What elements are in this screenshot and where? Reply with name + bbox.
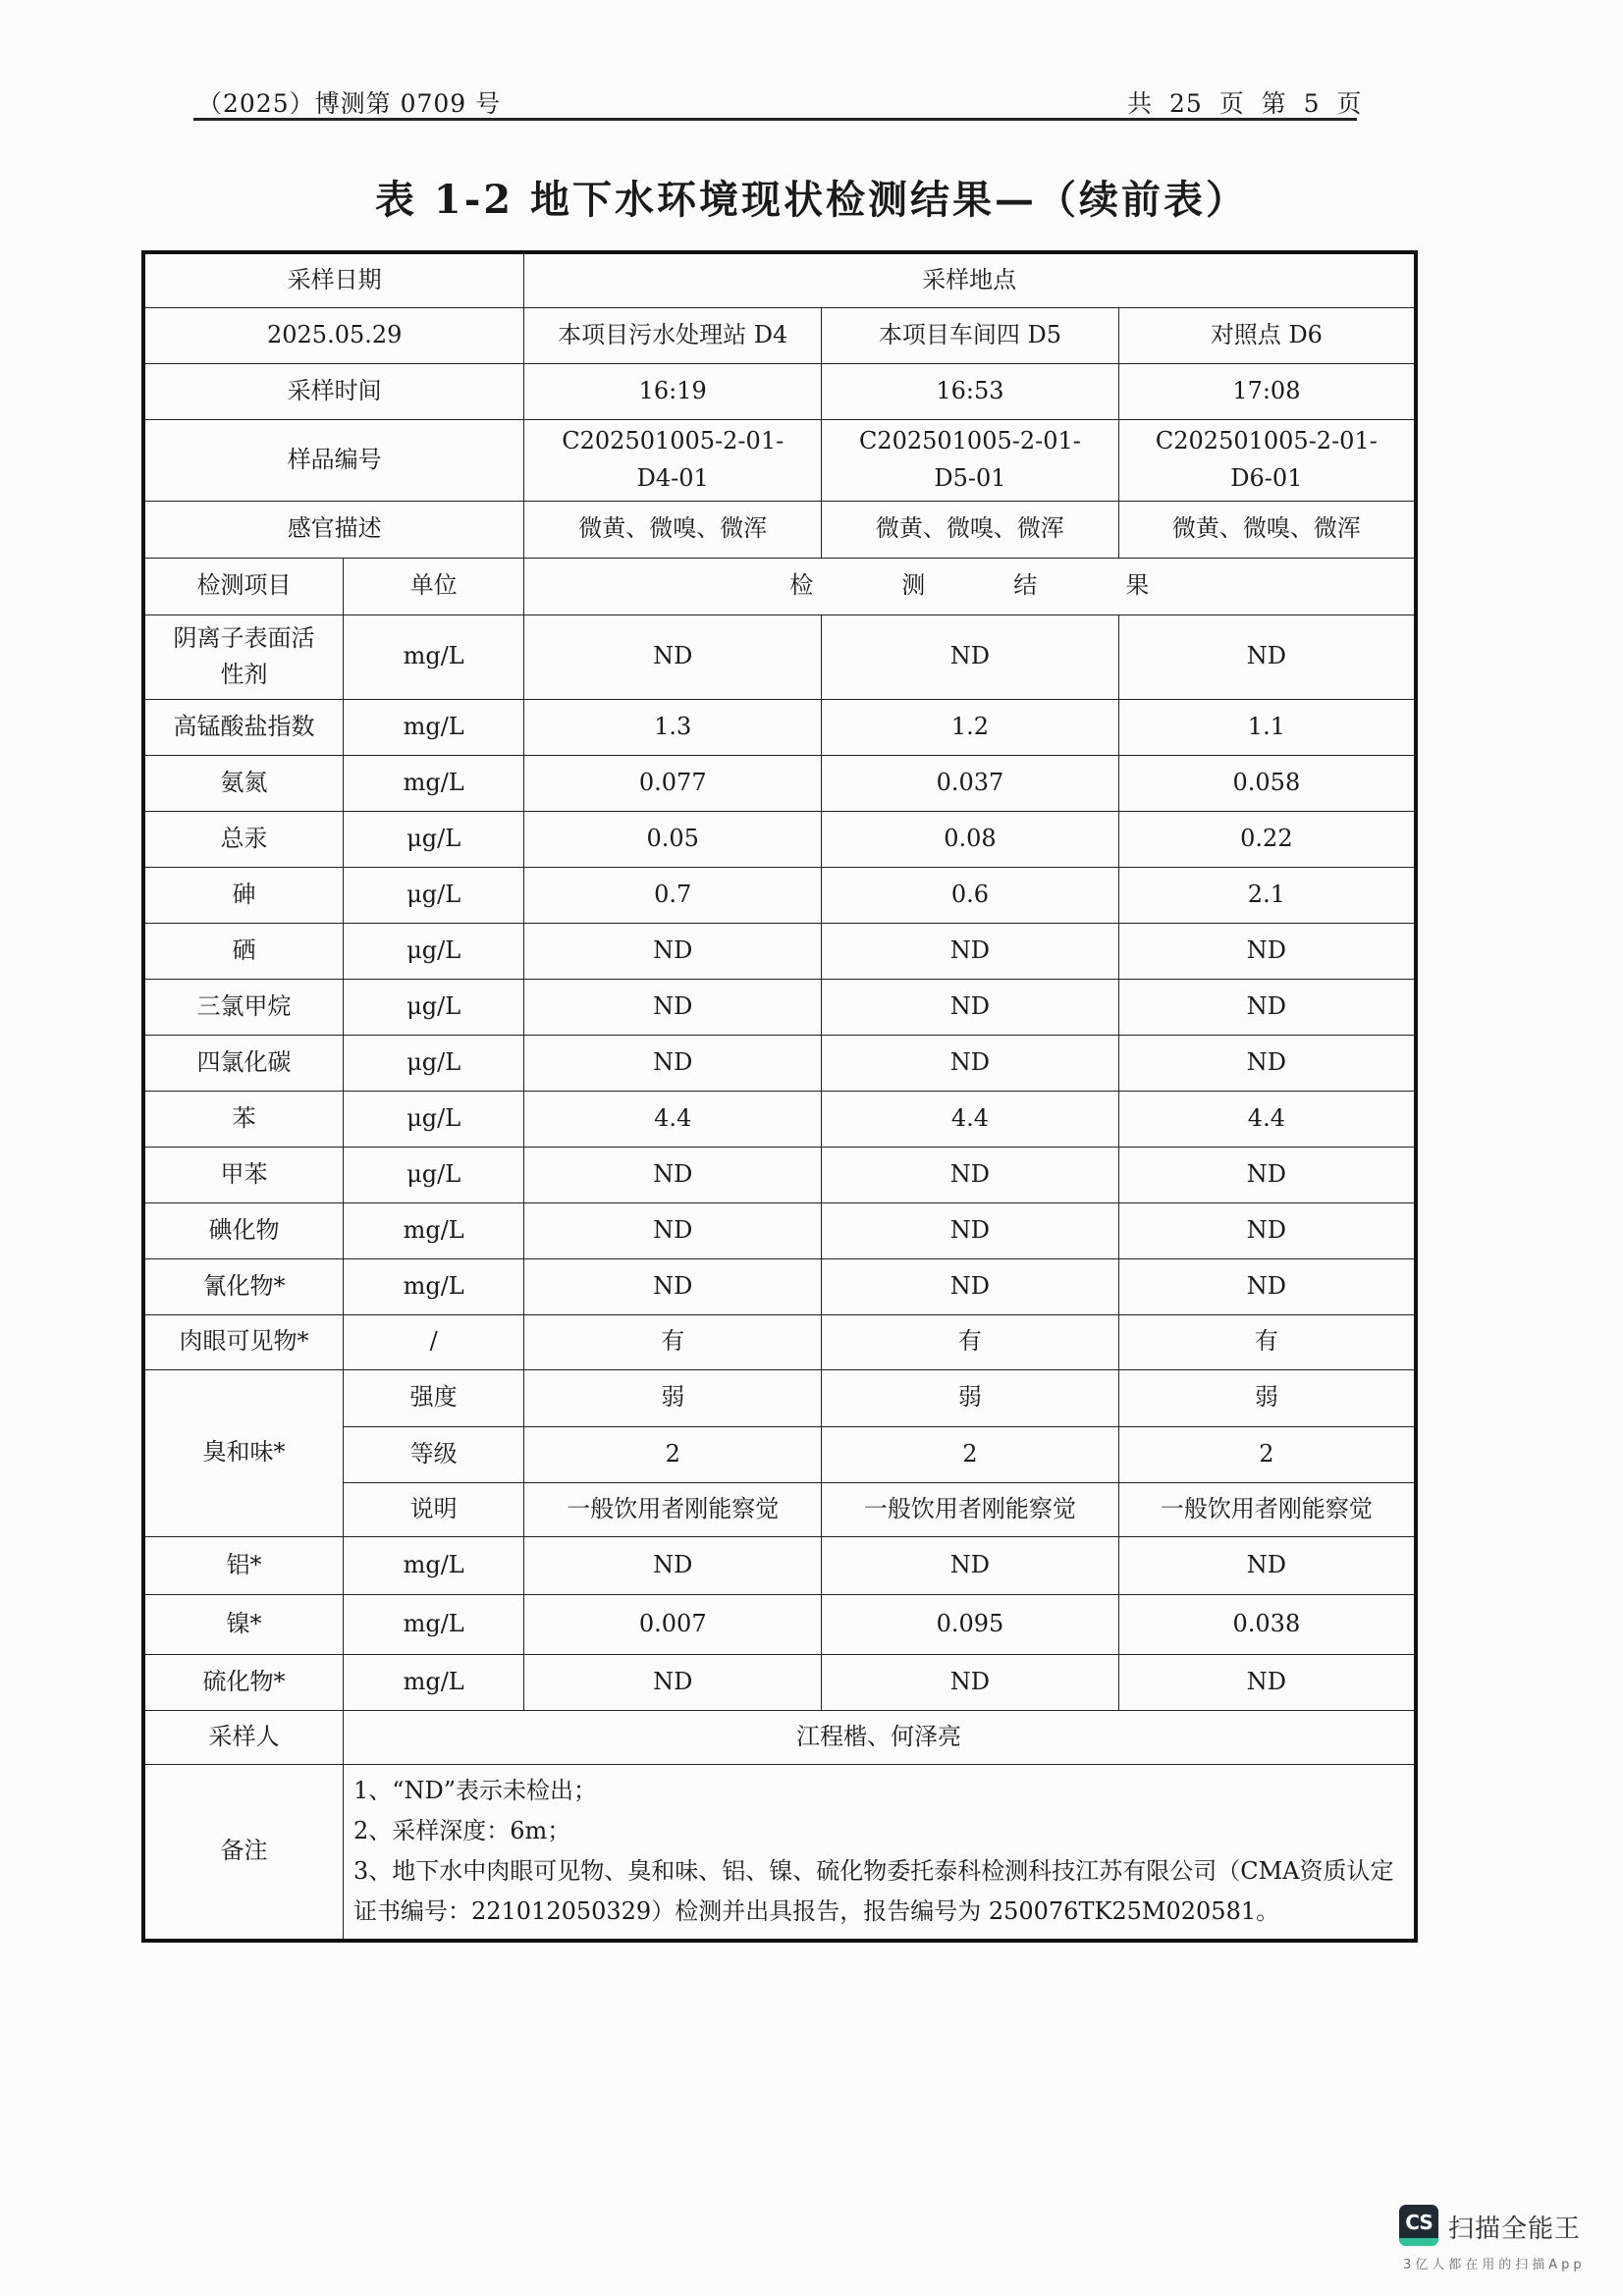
item-name: 氰化物*: [143, 1258, 343, 1314]
sensory-row: [143, 501, 1416, 558]
table-row: [143, 755, 1416, 811]
table-row: [143, 1202, 1416, 1258]
value-d4: 有: [524, 1314, 822, 1369]
value-d6: 弱: [1118, 1369, 1416, 1426]
value-d6: 一般饮用者刚能察觉: [1118, 1482, 1416, 1536]
value-d5: 弱: [822, 1369, 1119, 1426]
sensory-d6: 微黄、微嗅、微浑: [1118, 501, 1416, 558]
value-d5: ND: [822, 979, 1119, 1035]
value-d4: 0.007: [524, 1594, 822, 1654]
value-d6: ND: [1118, 1654, 1416, 1710]
value-d4: 一般饮用者刚能察觉: [524, 1482, 822, 1536]
sampling-date: 2025.05.29: [143, 307, 524, 363]
value-d5: ND: [822, 1202, 1119, 1258]
sample-id-label: 样品编号: [143, 419, 524, 501]
app-tagline: 3亿人都在用的扫描App: [1403, 2258, 1586, 2272]
value-d6: ND: [1118, 1147, 1416, 1202]
value-d6: ND: [1118, 1536, 1416, 1594]
item-name: 阴离子表面活 性剂: [143, 614, 343, 699]
sensory-label: 感官描述: [143, 501, 524, 558]
value-d6: 2.1: [1118, 867, 1416, 923]
remark-item: 3、地下水中肉眼可见物、臭和味、铝、镍、硫化物委托泰科检测科技江苏有限公司（CMA资质认定证书编号：221012050329）检测并出具报告，报告编号为 250076TK25M020581。: [352, 1857, 1394, 1926]
item-name: 砷: [143, 867, 343, 923]
value-d5: ND: [822, 1654, 1119, 1710]
value-d5: 有: [822, 1314, 1119, 1369]
item-unit: mg/L: [343, 1536, 523, 1594]
sampling-date-header-row: [143, 252, 1416, 307]
site-row: [143, 307, 1416, 363]
value-d4: ND: [524, 1202, 822, 1258]
value-d6: ND: [1118, 1258, 1416, 1314]
item-name: 高锰酸盐指数: [143, 699, 343, 755]
item-name: 总汞: [143, 811, 343, 867]
item-unit: mg/L: [343, 1202, 523, 1258]
value-d4: ND: [524, 1035, 822, 1091]
value-d4: 弱: [524, 1369, 822, 1426]
value-d5: ND: [822, 1536, 1119, 1594]
value-d6: 有: [1118, 1314, 1416, 1369]
page-info: 共 25 页 第 5 页: [1127, 89, 1363, 118]
value-d5: ND: [822, 1258, 1119, 1314]
item-name: 硒: [143, 923, 343, 979]
sampling-time-row: [143, 363, 1416, 419]
item-name: 镍*: [143, 1594, 343, 1654]
table-row: [143, 811, 1416, 867]
sample-id-row: [143, 419, 1416, 501]
value-d5: 1.2: [822, 699, 1119, 755]
value-d5: 0.037: [822, 755, 1119, 811]
sensory-d4: 微黄、微嗅、微浑: [524, 501, 822, 558]
item-unit: /: [343, 1314, 523, 1369]
column-header-row: [143, 558, 1416, 614]
table-row: [143, 614, 1416, 699]
sampling-site-label: 采样地点: [524, 252, 1416, 307]
item-unit: μg/L: [343, 1147, 523, 1202]
value-d4: 0.077: [524, 755, 822, 811]
sample-id-d6: C202501005-2-01- D6-01: [1118, 419, 1416, 501]
item-unit: mg/L: [343, 614, 523, 699]
value-d4: ND: [524, 923, 822, 979]
item-unit: μg/L: [343, 1035, 523, 1091]
sampling-time-d4: 16:19: [524, 363, 822, 419]
value-d6: ND: [1118, 1202, 1416, 1258]
value-d4: 2: [524, 1426, 822, 1482]
value-d6: ND: [1118, 979, 1416, 1035]
item-name: 苯: [143, 1091, 343, 1147]
item-name: 三氯甲烷: [143, 979, 343, 1035]
value-d4: 0.7: [524, 867, 822, 923]
value-d5: 一般饮用者刚能察觉: [822, 1482, 1119, 1536]
value-d5: 0.6: [822, 867, 1119, 923]
value-d4: 0.05: [524, 811, 822, 867]
report-number: （2025）博测第 0709 号: [197, 89, 502, 118]
item-name: 肉眼可见物*: [143, 1314, 343, 1369]
value-d4: ND: [524, 1536, 822, 1594]
odor-sub-label: 等级: [343, 1426, 523, 1482]
table-row: [143, 1594, 1416, 1654]
table-row: [143, 923, 1416, 979]
value-d5: 2: [822, 1426, 1119, 1482]
sample-id-d5: C202501005-2-01- D5-01: [822, 419, 1119, 501]
value-d4: ND: [524, 979, 822, 1035]
table-row: [143, 979, 1416, 1035]
site-d6: 对照点 D6: [1118, 307, 1416, 363]
remarks-row: [143, 1764, 1416, 1941]
site-d5: 本项目车间四 D5: [822, 307, 1119, 363]
odor-row-intensity: [143, 1369, 1416, 1426]
value-d6: ND: [1118, 614, 1416, 699]
table-row: [143, 699, 1416, 755]
header-rule: [193, 118, 1357, 121]
value-d6: 2: [1118, 1426, 1416, 1482]
sampling-time-label: 采样时间: [143, 363, 524, 419]
value-d5: ND: [822, 614, 1119, 699]
value-d5: ND: [822, 1035, 1119, 1091]
table-row: [143, 1258, 1416, 1314]
item-unit: mg/L: [343, 1594, 523, 1654]
value-d5: ND: [822, 923, 1119, 979]
sampling-date-label: 采样日期: [143, 252, 524, 307]
value-d4: 4.4: [524, 1091, 822, 1147]
value-d5: 0.08: [822, 811, 1119, 867]
odor-sub-label: 说明: [343, 1482, 523, 1536]
sampling-time-d6: 17:08: [1118, 363, 1416, 419]
item-unit: mg/L: [343, 1258, 523, 1314]
site-d4: 本项目污水处理站 D4: [524, 307, 822, 363]
item-unit: mg/L: [343, 699, 523, 755]
sampler-row: [143, 1710, 1416, 1764]
item-unit: μg/L: [343, 979, 523, 1035]
remarks-text: [343, 1764, 1416, 1941]
item-name: 四氯化碳: [143, 1035, 343, 1091]
value-d5: 0.095: [822, 1594, 1119, 1654]
value-d6: 0.22: [1118, 811, 1416, 867]
item-name: 甲苯: [143, 1147, 343, 1202]
table-row: [143, 1091, 1416, 1147]
value-d4: ND: [524, 1147, 822, 1202]
value-d4: ND: [524, 614, 822, 699]
odor-sub-label: 强度: [343, 1369, 523, 1426]
camscanner-logo-icon: CS: [1399, 2205, 1438, 2246]
col-item-header: 检测项目: [143, 558, 343, 614]
table-title: 表 1-2 地下水环境现状检测结果—（续前表）: [374, 177, 1249, 223]
odor-item: 臭和味*: [143, 1369, 343, 1536]
value-d4: 1.3: [524, 699, 822, 755]
remark-item: 2、采样深度：6m；: [352, 1816, 571, 1844]
table-row: [143, 1147, 1416, 1202]
item-unit: μg/L: [343, 867, 523, 923]
item-unit: μg/L: [343, 923, 523, 979]
table-row: [143, 1654, 1416, 1710]
results-table: [141, 250, 1418, 1943]
item-name: 氨氮: [143, 755, 343, 811]
value-d4: ND: [524, 1654, 822, 1710]
sample-id-d4: C202501005-2-01- D4-01: [524, 419, 822, 501]
item-unit: mg/L: [343, 755, 523, 811]
item-name: 硫化物*: [143, 1654, 343, 1710]
sensory-d5: 微黄、微嗅、微浑: [822, 501, 1119, 558]
item-name: 碘化物: [143, 1202, 343, 1258]
sampling-time-d5: 16:53: [822, 363, 1119, 419]
item-unit: μg/L: [343, 1091, 523, 1147]
value-d6: 0.058: [1118, 755, 1416, 811]
item-unit: μg/L: [343, 811, 523, 867]
value-d6: 0.038: [1118, 1594, 1416, 1654]
table-row: [143, 1536, 1416, 1594]
value-d6: ND: [1118, 1035, 1416, 1091]
app-name: 扫描全能王: [1448, 2215, 1582, 2244]
sampler-names: 江程楷、何泽亮: [343, 1710, 1416, 1764]
remark-item: 1、“ND”表示未检出；: [352, 1776, 598, 1804]
item-unit: mg/L: [343, 1654, 523, 1710]
value-d6: ND: [1118, 923, 1416, 979]
value-d6: 4.4: [1118, 1091, 1416, 1147]
sampler-label: 采样人: [143, 1710, 343, 1764]
value-d6: 1.1: [1118, 699, 1416, 755]
table-row: [143, 1035, 1416, 1091]
remarks-label: 备注: [143, 1764, 343, 1941]
value-d4: ND: [524, 1258, 822, 1314]
item-name: 铝*: [143, 1536, 343, 1594]
table-row: [143, 1314, 1416, 1369]
table-row: [143, 867, 1416, 923]
value-d5: ND: [822, 1147, 1119, 1202]
value-d5: 4.4: [822, 1091, 1119, 1147]
col-unit-header: 单位: [343, 558, 523, 614]
col-result-header: 检 测 结 果: [524, 558, 1416, 614]
